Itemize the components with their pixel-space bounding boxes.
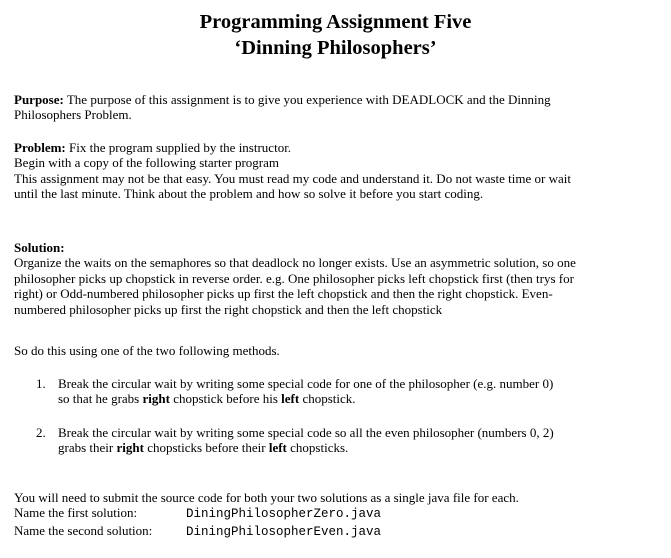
solution-section	[14, 240, 664, 317]
first-solution-label: Name the first solution:	[14, 505, 138, 521]
solution-text-3: right) or Odd-numbered philosopher picks up first the left chopstick and then the right chopstick. Even-	[14, 286, 553, 302]
list-number: 2.	[36, 425, 46, 440]
submission-text: You will need to submit the source code for both your two solutions as a single java file for each.	[14, 490, 519, 505]
page-subtitle: ‘Dinning Philosophers’	[234, 37, 437, 59]
second-solution-filename: DiningPhilosopherEven.java	[186, 524, 382, 539]
second-solution-row	[14, 523, 664, 540]
list-item-text-1: Break the circular wait by writing some special code so all the even philosopher (numbers 0, 2)	[58, 425, 554, 440]
methods-intro-text: So do this using one of the two following methods.	[14, 343, 280, 358]
text-run: so that he grabs	[58, 391, 143, 407]
solution-text-2: philosopher picks up chopstick in reverse order. e.g. One philosopher picks left chopstick first (then trys for	[14, 270, 574, 286]
second-solution-label: Name the second solution:	[14, 522, 153, 538]
first-solution-filename: DiningPhilosopherZero.java	[186, 507, 382, 522]
text-run: grabs their	[58, 440, 117, 456]
list-item-text-2	[58, 440, 658, 455]
first-solution-row	[14, 505, 664, 522]
purpose-text-1: The purpose of this assignment is to give you experience with DEADLOCK and the Dinning	[63, 92, 551, 107]
solution-label: Solution:	[14, 240, 65, 255]
bold-run: right	[116, 440, 144, 456]
purpose-section	[14, 92, 664, 123]
problem-line-1	[14, 140, 664, 155]
problem-text-4: until the last minute. Think about the problem and how so solve it before you start coding.	[14, 186, 484, 202]
purpose-label: Purpose:	[14, 92, 64, 107]
problem-text-2: Begin with a copy of the following starter program	[14, 155, 279, 171]
list-item-body	[58, 425, 658, 456]
list-item-text-2	[58, 391, 658, 406]
text-run: chopstick before his	[169, 391, 282, 407]
bold-run: left	[281, 391, 300, 407]
text-run: chopsticks before their	[143, 440, 269, 456]
list-item-text-1: Break the circular wait by writing some special code for one of the philosopher (e.g. number 0)	[58, 376, 554, 391]
problem-label: Problem:	[14, 140, 66, 155]
solution-text-4: numbered philosopher picks up first the right chopstick and then the left chopstick	[14, 301, 443, 317]
bold-run: right	[142, 391, 170, 407]
purpose-line-1	[14, 92, 664, 107]
purpose-text-2: Philosophers Problem.	[14, 107, 132, 123]
problem-text-1: Fix the program supplied by the instructor.	[65, 140, 292, 155]
text-run: chopsticks.	[286, 440, 349, 456]
submission-section	[14, 490, 664, 540]
page-title: Programming Assignment Five	[199, 11, 472, 33]
bold-run: left	[268, 440, 287, 456]
problem-text-3: This assignment may not be that easy. You must read my code and understand it. Do not waste time or wait	[14, 170, 571, 186]
list-item-body	[58, 376, 658, 407]
list-number: 1.	[36, 376, 46, 391]
methods-intro	[14, 343, 664, 358]
text-run: chopstick.	[299, 391, 356, 407]
problem-section	[14, 140, 664, 202]
solution-text-1: Organize the waits on the semaphores so that deadlock no longer exists. Use an asymmetric solution, so one	[14, 255, 576, 271]
